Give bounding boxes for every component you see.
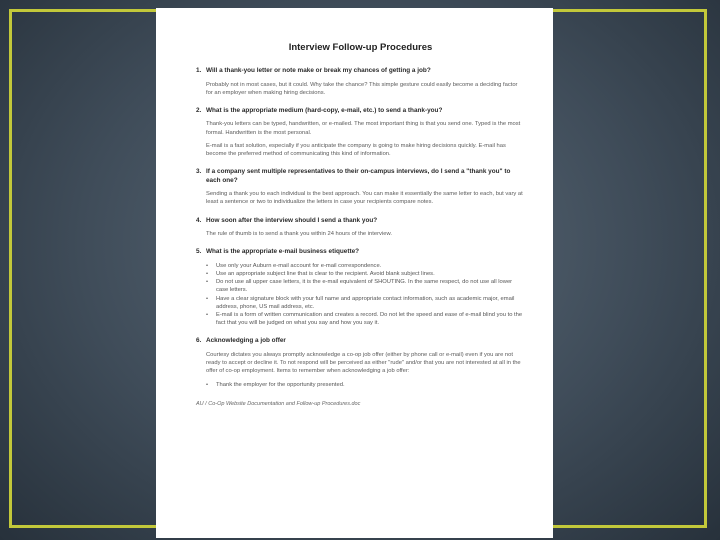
bullet-list (206, 262, 525, 328)
question-text: Acknowledging a job offer (206, 337, 286, 345)
sections-container (196, 67, 525, 389)
bullet-icon: • (206, 271, 209, 278)
answer-paragraph: Sending a thank you to each individual is the best approach. You can make it essentially the same letter to each, but vary at least a sentence or two to individualize the letters in case your recipients compare notes. (206, 191, 523, 206)
faq-question (196, 248, 525, 257)
bullet-icon: • (206, 381, 209, 388)
answer-paragraph: Thank-you letters can be typed, handwritten, or e-mailed. The most important thing is that you send one. Typed is the most formal. Handwritten is the most personal. (206, 121, 521, 136)
bullet-item (206, 381, 525, 389)
faq-question (196, 217, 525, 226)
question-number: 5. (196, 248, 202, 256)
bullet-list (206, 381, 525, 389)
question-number: 3. (196, 168, 202, 176)
bullet-text: Use only your Auburn e-mail account for e-mail correspondence. (216, 262, 382, 269)
faq-question (196, 337, 525, 346)
faq-section (196, 67, 525, 97)
bullet-icon: • (206, 262, 209, 269)
bullet-text: Have a clear signature block with your full name and appropriate contact information, such as academic major, email address, phone, US mail address, etc. (216, 295, 515, 310)
answer-paragraph: Probably not in most cases, but it could. Why take the chance? This simple gesture could easily become a deciding factor for an employer when making hiring decisions. (206, 81, 518, 96)
bullet-icon: • (206, 312, 209, 319)
bullet-item (206, 295, 525, 311)
bullet-icon: • (206, 279, 209, 286)
answer-paragraph: Courtesy dictates you always promptly acknowledge a co-op job offer (either by phone call or e-mail) even if you are not ready to accept or decline it. To not respond will be perceived as either "rude" and/or that you are not interested at all in the offer of co-op employment. Items to remember when acknowledging a job offer: (206, 351, 521, 375)
faq-section (196, 248, 525, 327)
question-text: Will a thank-you letter or note make or break my chances of getting a job? (206, 67, 431, 74)
bullet-text: Do not use all upper case letters, it is the e-mail equivalent of SHOUTING. In the same respect, do not use all lower case letters. (216, 279, 513, 294)
bullet-text: E-mail is a form of written communication and creates a record. Do not let the speed and ease of e-mail blind you to the fact that you will be judged on what you say and how you say it. (216, 312, 523, 327)
document-footer: AU / Co-Op Website Documentation and Follow-up Procedures.doc (196, 400, 361, 407)
answer-paragraph: The rule of thumb is to send a thank you within 24 hours of the interview. (206, 231, 392, 238)
bullet-item (206, 262, 525, 270)
faq-question (196, 107, 525, 116)
bullet-item (206, 278, 525, 294)
faq-section (196, 107, 525, 158)
faq-section (196, 217, 525, 239)
question-number: 4. (196, 216, 202, 224)
bullet-item (206, 311, 525, 327)
faq-section (196, 337, 525, 388)
document-page (156, 8, 553, 538)
question-number: 6. (196, 337, 202, 345)
question-text: If a company sent multiple representatives to their on-campus interviews, do I send a "thank you" to each one? (206, 168, 511, 184)
question-text: What is the appropriate e-mail business etiquette? (206, 248, 360, 256)
bullet-icon: • (206, 295, 209, 302)
faq-question (196, 168, 525, 185)
question-number: 1. (196, 67, 202, 74)
question-text: What is the appropriate medium (hard-copy, e-mail, etc.) to send a thank-you? (206, 106, 443, 114)
bullet-text: Use an appropriate subject line that is clear to the recipient. Avoid blank subject lines. (216, 271, 435, 278)
faq-section (196, 168, 525, 206)
faq-question (196, 67, 525, 76)
document-title: Interview Follow-up Procedures (288, 42, 433, 53)
bullet-item (206, 270, 525, 278)
question-number: 2. (196, 106, 202, 114)
question-text: How soon after the interview should I send a thank you? (206, 216, 378, 224)
bullet-text: Thank the employer for the opportunity presented. (216, 381, 345, 388)
answer-paragraph: E-mail is a fast solution, especially if you anticipate the company is going to make hiring decisions quickly. E-mail has become the preferred method of communicating this kind of information. (206, 142, 506, 158)
